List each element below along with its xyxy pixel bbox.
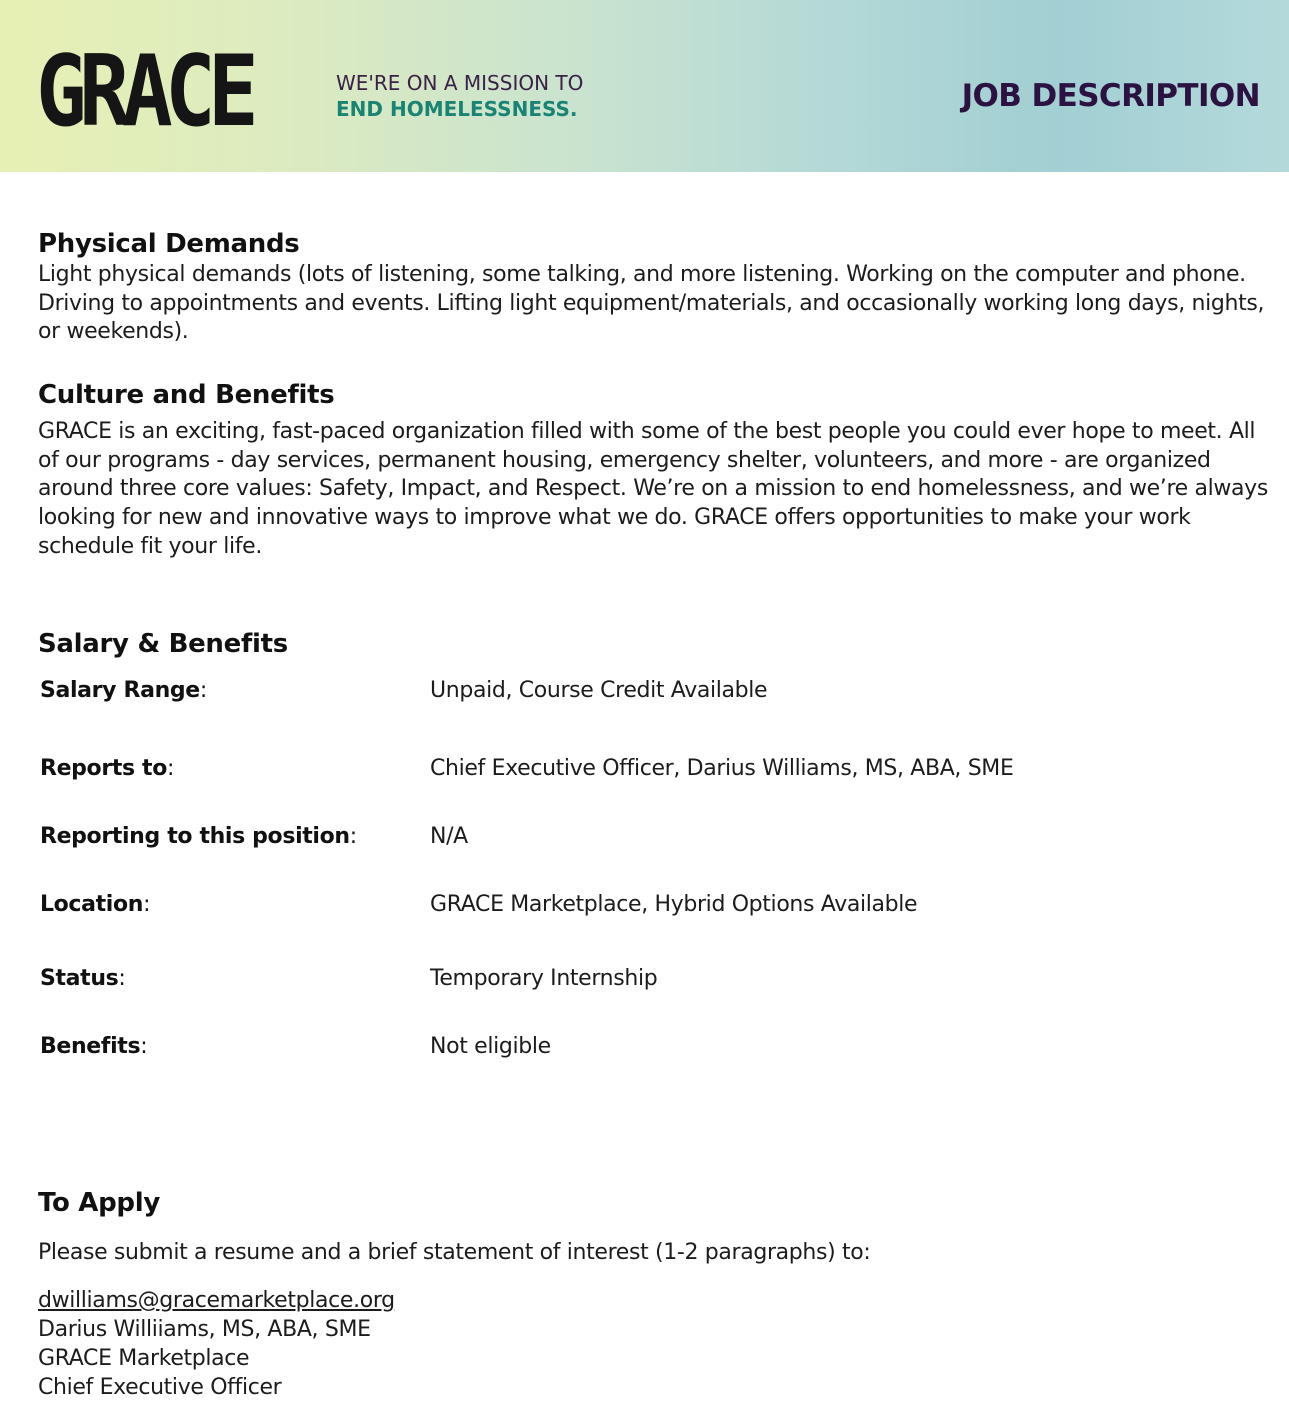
email-link[interactable]: dwilliams@gracemarketplace.org bbox=[38, 1288, 395, 1313]
tagline-line-1: WE'RE ON A MISSION TO bbox=[336, 71, 584, 95]
header-banner bbox=[0, 0, 1289, 172]
salary-heading: Salary & Benefits bbox=[38, 629, 288, 659]
status-label: Status: bbox=[40, 966, 126, 991]
status-value: Temporary Internship bbox=[430, 966, 658, 991]
tagline bbox=[336, 70, 583, 122]
page-title: JOB DESCRIPTION bbox=[961, 78, 1260, 114]
contact-name: Darius Williiams, MS, ABA, SME bbox=[38, 1317, 371, 1342]
reporting-to-position-value: N/A bbox=[430, 824, 468, 849]
benefits-value: Not eligible bbox=[430, 1034, 551, 1059]
grace-logo: GRACE bbox=[36, 35, 252, 149]
benefits-label: Benefits: bbox=[40, 1034, 148, 1059]
contact-title: Chief Executive Officer bbox=[38, 1375, 282, 1400]
location-label: Location: bbox=[40, 892, 151, 917]
tagline-line-2: END HOMELESSNESS. bbox=[336, 97, 578, 121]
reports-to-label: Reports to: bbox=[40, 756, 175, 781]
culture-text: GRACE is an exciting, fast-paced organization filled with some of the best people you could ever hope to meet. All of our programs - day services, permanent housing, emergency shelter, volunteers, and more - are organized around three core values: Safety, Impact, and Respect. We’re on a mission to end homelessness, and we’re always looking for new and innovative ways to improve what we do. GRACE offers opportunities to make your work schedule fit your life. bbox=[38, 419, 1268, 559]
reports-to-value: Chief Executive Officer, Darius Williams, MS, ABA, SME bbox=[430, 756, 1014, 781]
physical-demands-text: Light physical demands (lots of listening, some talking, and more listening. Working on the computer and phone. Driving to appointments and events. Lifting light equipment/materials, and occasionally working long days, nights, or weekends). bbox=[38, 262, 1265, 345]
contact-organization: GRACE Marketplace bbox=[38, 1346, 250, 1371]
apply-instructions: Please submit a resume and a brief statement of interest (1-2 paragraphs) to: bbox=[38, 1240, 871, 1265]
culture-heading: Culture and Benefits bbox=[38, 380, 335, 410]
reporting-to-position-label: Reporting to this position: bbox=[40, 824, 357, 849]
physical-demands-heading: Physical Demands bbox=[38, 229, 300, 259]
salary-range-value: Unpaid, Course Credit Available bbox=[430, 678, 768, 703]
salary-range-label: Salary Range: bbox=[40, 678, 207, 703]
location-value: GRACE Marketplace, Hybrid Options Available bbox=[430, 892, 918, 917]
to-apply-heading: To Apply bbox=[38, 1188, 161, 1218]
